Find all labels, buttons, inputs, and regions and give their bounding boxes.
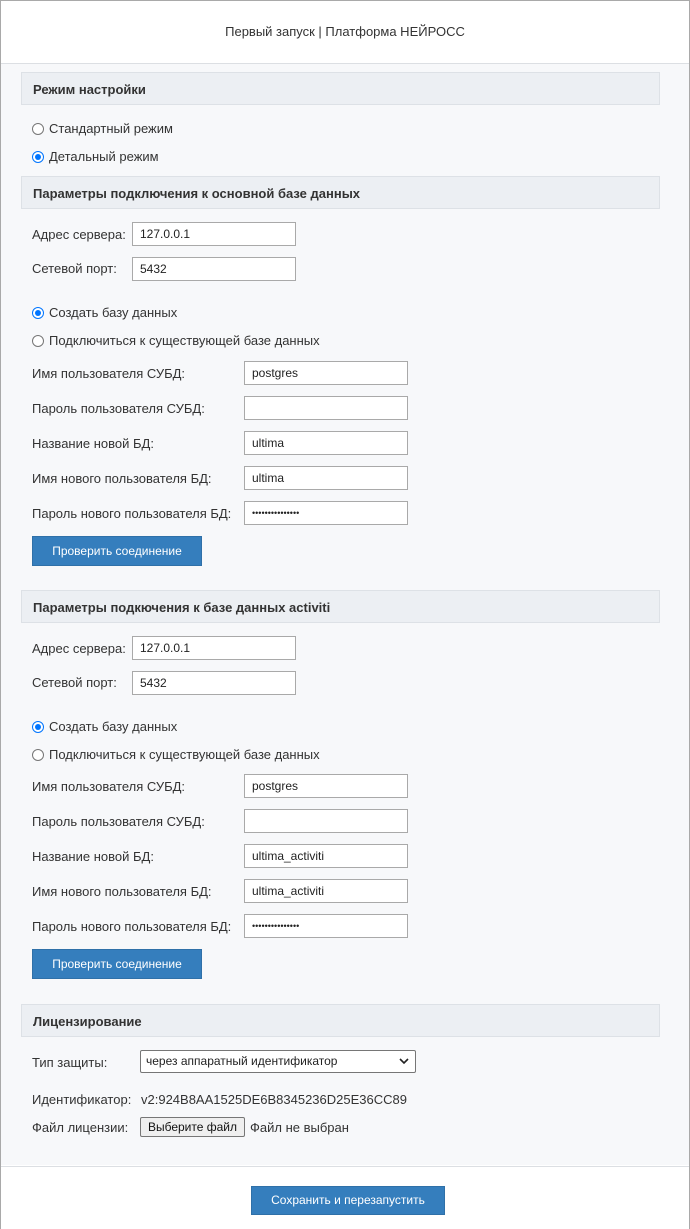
activiti-db-radio-connect-existing[interactable]: [32, 749, 44, 761]
activiti-db-dbms-password-label: Пароль пользователя СУБД:: [32, 814, 205, 829]
main-db-new-db-password-label: Пароль нового пользователя БД:: [32, 506, 232, 521]
radio-detailed-mode-label[interactable]: Детальный режим: [49, 149, 159, 164]
activiti-db-server-input[interactable]: 127.0.0.1: [132, 636, 296, 660]
main-db-new-db-name-input[interactable]: ultima: [244, 431, 408, 455]
activiti-db-new-db-password-input[interactable]: •••••••••••••••: [244, 914, 408, 938]
activiti-db-new-db-password-label: Пароль нового пользователя БД:: [32, 919, 232, 934]
main-db-radio-connect-existing[interactable]: [32, 335, 44, 347]
radio-standard-mode[interactable]: [32, 123, 44, 135]
save-and-restart-button[interactable]: Сохранить и перезапустить: [251, 1186, 445, 1215]
activiti-db-new-db-user-input[interactable]: ultima_activiti: [244, 879, 408, 903]
protection-type-select[interactable]: [140, 1050, 416, 1073]
section-licensing-header: Лицензирование: [21, 1004, 660, 1037]
section-activiti-db-header: Параметры подкючения к базе данных activiti: [21, 590, 660, 623]
identifier-value: v2:924B8AA1525DE6B8345236D25E36CC89: [141, 1092, 407, 1107]
activiti-db-check-connection-button[interactable]: Проверить соединение: [32, 949, 202, 979]
main-db-port-label: Сетевой порт:: [32, 261, 117, 276]
license-file-label: Файл лицензии:: [32, 1120, 129, 1135]
main-db-new-db-password-input[interactable]: •••••••••••••••: [244, 501, 408, 525]
activiti-db-radio-create-label[interactable]: Создать базу данных: [49, 719, 178, 734]
activiti-db-new-db-user-label: Имя нового пользователя БД:: [32, 884, 212, 899]
main-db-check-connection-button[interactable]: Проверить соединение: [32, 536, 202, 566]
radio-detailed-mode[interactable]: [32, 151, 44, 163]
page-header: [1, 1, 689, 64]
page-title: Первый запуск | Платформа НЕЙРОСС: [225, 24, 465, 39]
main-db-server-label: Адрес сервера:: [32, 227, 126, 242]
main-db-new-db-user-input[interactable]: ultima: [244, 466, 408, 490]
main-db-dbms-password-input[interactable]: [244, 396, 408, 420]
main-db-new-db-name-label: Название новой БД:: [32, 436, 154, 451]
main-db-radio-create[interactable]: [32, 307, 44, 319]
activiti-db-dbms-user-label: Имя пользователя СУБД:: [32, 779, 186, 794]
activiti-db-dbms-password-input[interactable]: [244, 809, 408, 833]
main-db-dbms-user-label: Имя пользователя СУБД:: [32, 366, 186, 381]
activiti-db-server-label: Адрес сервера:: [32, 641, 126, 656]
activiti-db-port-label: Сетевой порт:: [32, 675, 117, 690]
chevron-down-icon: [398, 1054, 410, 1068]
main-db-radio-connect-existing-label[interactable]: Подключиться к существующей базе данных: [49, 333, 320, 348]
main-db-radio-create-label[interactable]: Создать базу данных: [49, 305, 178, 320]
main-db-port-input[interactable]: 5432: [132, 257, 296, 281]
activiti-db-new-db-name-label: Название новой БД:: [32, 849, 154, 864]
no-file-chosen-text: Файл не выбран: [250, 1120, 349, 1135]
activiti-db-radio-connect-existing-label[interactable]: Подключиться к существующей базе данных: [49, 747, 320, 762]
activiti-db-new-db-name-input[interactable]: ultima_activiti: [244, 844, 408, 868]
main-db-dbms-user-input[interactable]: postgres: [244, 361, 408, 385]
activiti-db-dbms-user-input[interactable]: postgres: [244, 774, 408, 798]
section-mode-header: Режим настройки: [21, 72, 660, 105]
main-db-new-db-user-label: Имя нового пользователя БД:: [32, 471, 212, 486]
main-db-server-input[interactable]: 127.0.0.1: [132, 222, 296, 246]
radio-standard-mode-label[interactable]: Стандартный режим: [49, 121, 173, 136]
choose-file-button[interactable]: Выберите файл: [140, 1117, 245, 1137]
settings-form: [1, 64, 689, 1165]
protection-type-label: Тип защиты:: [32, 1055, 108, 1070]
main-db-dbms-password-label: Пароль пользователя СУБД:: [32, 401, 205, 416]
identifier-label: Идентификатор:: [32, 1092, 132, 1107]
protection-type-value: через аппаратный идентификатор: [146, 1054, 338, 1068]
section-main-db-header: Параметры подключения к основной базе данных: [21, 176, 660, 209]
activiti-db-radio-create[interactable]: [32, 721, 44, 733]
page-footer: [1, 1166, 689, 1229]
activiti-db-port-input[interactable]: 5432: [132, 671, 296, 695]
